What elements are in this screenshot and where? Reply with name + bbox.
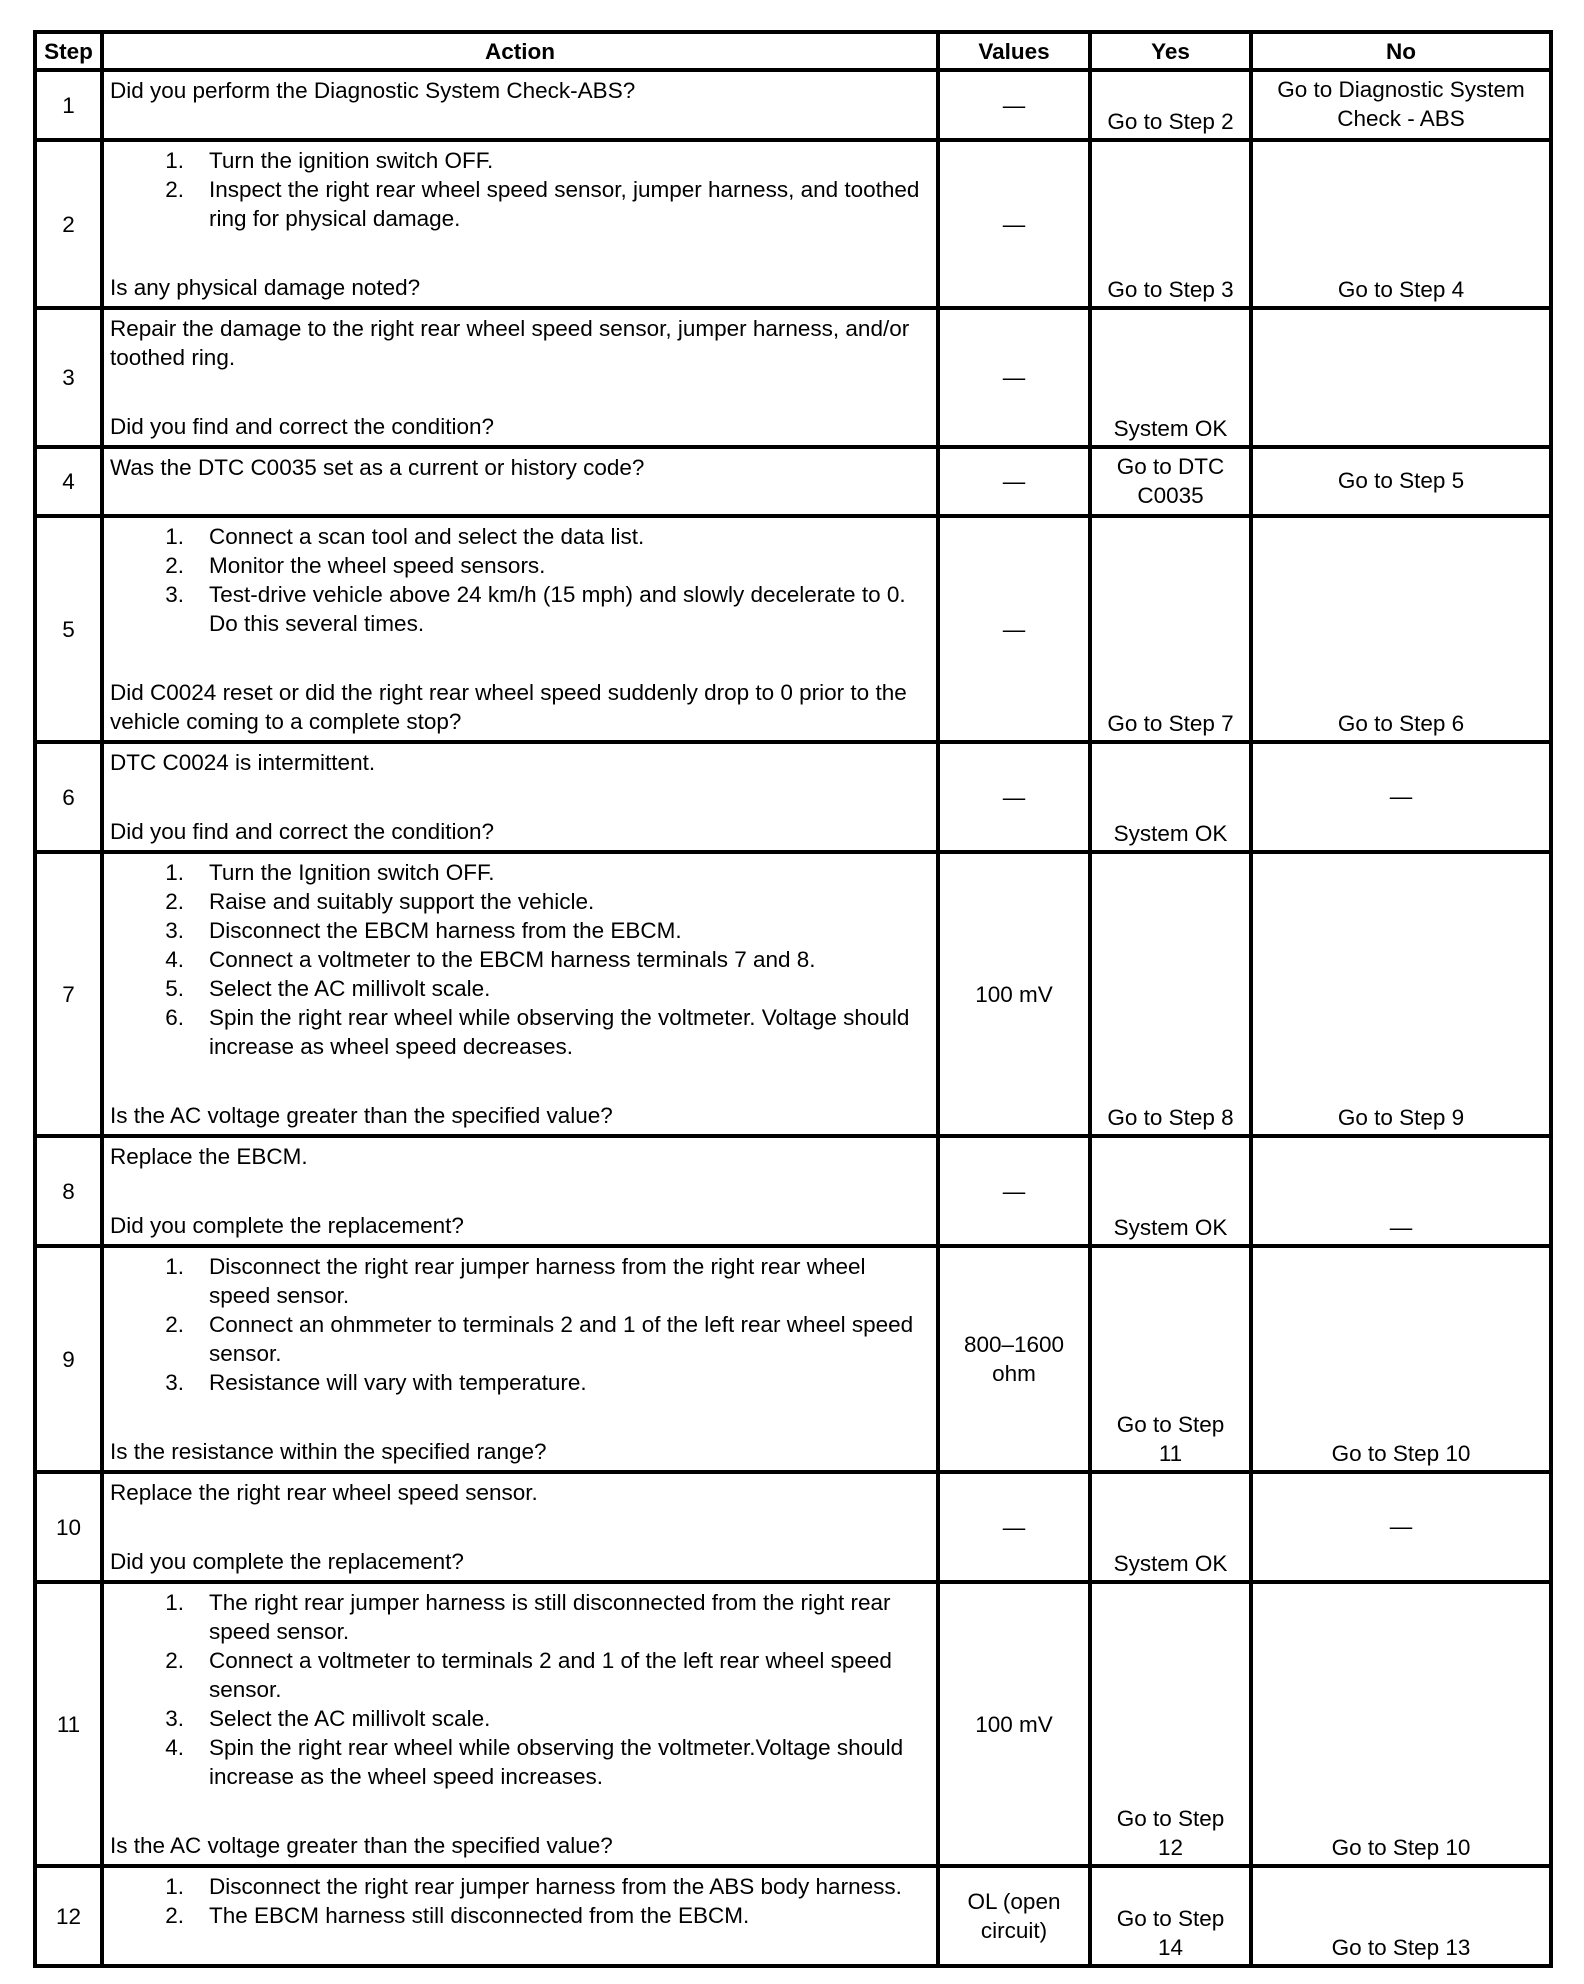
action-cell bbox=[102, 308, 938, 447]
values-cell: — bbox=[938, 516, 1090, 742]
yes-cell: System OK bbox=[1090, 1472, 1251, 1582]
values-cell: 100 mV bbox=[938, 852, 1090, 1136]
list-item: 3. Resistance will vary with temperature. bbox=[165, 1370, 587, 1395]
yes-cell: Go to Step 12 bbox=[1090, 1582, 1251, 1866]
no-cell: Go to Step 5 bbox=[1251, 447, 1551, 516]
step-number: 7 bbox=[35, 852, 102, 1136]
instruction-list bbox=[110, 522, 930, 638]
table-row bbox=[35, 140, 1551, 308]
action-text: Replace the EBCM. bbox=[110, 1144, 308, 1169]
list-item: 1. The right rear jumper harness is still disconnected from the right rear speed sensor. bbox=[165, 1590, 891, 1644]
list-item: 4. Spin the right rear wheel while observing the voltmeter.Voltage should increase as the wheel speed increases. bbox=[165, 1735, 904, 1789]
question-text: Is the resistance within the specified range? bbox=[110, 1439, 547, 1464]
yes-cell: Go to Step 3 bbox=[1090, 140, 1251, 308]
list-item: 6. Spin the right rear wheel while observing the voltmeter. Voltage should increase as wheel speed decreases. bbox=[165, 1005, 910, 1059]
no-cell: Go to Step 4 bbox=[1251, 140, 1551, 308]
yes-cell: Go to DTC C0035 bbox=[1090, 447, 1251, 516]
action-cell bbox=[102, 1866, 938, 1966]
action-cell bbox=[102, 516, 938, 742]
yes-cell: System OK bbox=[1090, 742, 1251, 852]
question-text: Is the AC voltage greater than the specified value? bbox=[110, 1103, 613, 1128]
list-item: 1. Turn the Ignition switch OFF. bbox=[165, 860, 495, 885]
list-item: 2. Connect a voltmeter to terminals 2 and 1 of the left rear wheel speed sensor. bbox=[165, 1648, 892, 1702]
values-cell: — bbox=[938, 1472, 1090, 1582]
list-item: 3. Disconnect the EBCM harness from the EBCM. bbox=[165, 918, 682, 943]
list-item: 2. Monitor the wheel speed sensors. bbox=[165, 553, 546, 578]
action-cell bbox=[102, 140, 938, 308]
values-cell: — bbox=[938, 70, 1090, 140]
values-cell: 100 mV bbox=[938, 1582, 1090, 1866]
step-number: 12 bbox=[35, 1866, 102, 1966]
yes-cell: System OK bbox=[1090, 308, 1251, 447]
list-item: 2. Raise and suitably support the vehicle. bbox=[165, 889, 595, 914]
action-text: Replace the right rear wheel speed sensor. bbox=[110, 1480, 538, 1505]
yes-cell: Go to Step 14 bbox=[1090, 1866, 1251, 1966]
yes-cell: Go to Step 11 bbox=[1090, 1246, 1251, 1472]
instruction-list bbox=[110, 858, 930, 1061]
step-number: 2 bbox=[35, 140, 102, 308]
header-yes: Yes bbox=[1090, 32, 1251, 70]
table-row bbox=[35, 1866, 1551, 1966]
table-row bbox=[35, 852, 1551, 1136]
list-item: 1. Connect a scan tool and select the data list. bbox=[165, 524, 645, 549]
instruction-list bbox=[110, 146, 930, 233]
list-item: 1. Disconnect the right rear jumper harness from the ABS body harness. bbox=[165, 1874, 902, 1899]
step-number: 11 bbox=[35, 1582, 102, 1866]
step-number: 9 bbox=[35, 1246, 102, 1472]
table-row bbox=[35, 516, 1551, 742]
instruction-list bbox=[110, 1252, 930, 1397]
yes-cell: Go to Step 8 bbox=[1090, 852, 1251, 1136]
step-number: 5 bbox=[35, 516, 102, 742]
instruction-list bbox=[110, 1872, 930, 1930]
instruction-list bbox=[110, 1588, 930, 1791]
action-text: Repair the damage to the right rear wheel speed sensor, jumper harness, and/or toothed ring. bbox=[110, 316, 910, 370]
question-text: Did you complete the replacement? bbox=[110, 1213, 464, 1238]
table-row bbox=[35, 1246, 1551, 1472]
step-number: 4 bbox=[35, 447, 102, 516]
no-cell: — bbox=[1251, 1472, 1551, 1582]
action-cell bbox=[102, 70, 938, 140]
table-row bbox=[35, 742, 1551, 852]
step-number: 1 bbox=[35, 70, 102, 140]
values-cell: 800–1600 ohm bbox=[938, 1246, 1090, 1472]
values-cell: — bbox=[938, 742, 1090, 852]
header-values: Values bbox=[938, 32, 1090, 70]
yes-cell: Go to Step 2 bbox=[1090, 70, 1251, 140]
no-cell: Go to Step 10 bbox=[1251, 1246, 1551, 1472]
values-cell: — bbox=[938, 447, 1090, 516]
values-cell: OL (open circuit) bbox=[938, 1866, 1090, 1966]
list-item: 2. Connect an ohmmeter to terminals 2 and 1 of the left rear wheel speed sensor. bbox=[165, 1312, 914, 1366]
step-number: 6 bbox=[35, 742, 102, 852]
list-item: 5. Select the AC millivolt scale. bbox=[165, 976, 491, 1001]
values-cell: — bbox=[938, 140, 1090, 308]
question-text: Did C0024 reset or did the right rear wheel speed suddenly drop to 0 prior to the vehicle coming to a complete stop? bbox=[110, 680, 907, 734]
action-text: DTC C0024 is intermittent. bbox=[110, 750, 376, 775]
step-number: 10 bbox=[35, 1472, 102, 1582]
list-item: 3. Test-drive vehicle above 24 km/h (15 mph) and slowly decelerate to 0. Do this several times. bbox=[165, 582, 906, 636]
action-cell bbox=[102, 1246, 938, 1472]
no-cell: Go to Diagnostic System Check - ABS bbox=[1251, 70, 1551, 140]
table-row bbox=[35, 1582, 1551, 1866]
table-row bbox=[35, 447, 1551, 516]
step-number: 8 bbox=[35, 1136, 102, 1246]
action-text: Was the DTC C0035 set as a current or history code? bbox=[110, 455, 645, 480]
action-cell bbox=[102, 1472, 938, 1582]
action-cell bbox=[102, 852, 938, 1136]
question-text: Is the AC voltage greater than the specified value? bbox=[110, 1833, 613, 1858]
no-cell: Go to Step 9 bbox=[1251, 852, 1551, 1136]
no-cell: Go to Step 13 bbox=[1251, 1866, 1551, 1966]
question-text: Did you find and correct the condition? bbox=[110, 819, 494, 844]
no-cell: Go to Step 6 bbox=[1251, 516, 1551, 742]
list-item: 2. Inspect the right rear wheel speed sensor, jumper harness, and toothed ring for physical damage. bbox=[165, 177, 920, 231]
yes-cell: System OK bbox=[1090, 1136, 1251, 1246]
no-cell: Go to Step 10 bbox=[1251, 1582, 1551, 1866]
action-cell bbox=[102, 1136, 938, 1246]
header-no: No bbox=[1251, 32, 1551, 70]
no-cell bbox=[1251, 308, 1551, 447]
table-row bbox=[35, 1136, 1551, 1246]
no-cell: — bbox=[1251, 742, 1551, 852]
list-item: 1. Disconnect the right rear jumper harness from the right rear wheel speed sensor. bbox=[165, 1254, 866, 1308]
question-text: Did you complete the replacement? bbox=[110, 1549, 464, 1574]
values-cell: — bbox=[938, 308, 1090, 447]
yes-cell: Go to Step 7 bbox=[1090, 516, 1251, 742]
action-cell bbox=[102, 447, 938, 516]
list-item: 4. Connect a voltmeter to the EBCM harness terminals 7 and 8. bbox=[165, 947, 816, 972]
step-number: 3 bbox=[35, 308, 102, 447]
action-cell bbox=[102, 742, 938, 852]
no-cell: — bbox=[1251, 1136, 1551, 1246]
values-cell: — bbox=[938, 1136, 1090, 1246]
header-action: Action bbox=[102, 32, 938, 70]
header-step: Step bbox=[35, 32, 102, 70]
diagnostic-table bbox=[33, 30, 1553, 1968]
table-row bbox=[35, 70, 1551, 140]
question-text: Did you find and correct the condition? bbox=[110, 414, 494, 439]
list-item: 2. The EBCM harness still disconnected from the EBCM. bbox=[165, 1903, 750, 1928]
action-cell bbox=[102, 1582, 938, 1866]
table-row bbox=[35, 1472, 1551, 1582]
table-row bbox=[35, 308, 1551, 447]
action-text: Did you perform the Diagnostic System Check-ABS? bbox=[110, 78, 636, 103]
list-item: 3. Select the AC millivolt scale. bbox=[165, 1706, 491, 1731]
question-text: Is any physical damage noted? bbox=[110, 275, 421, 300]
list-item: 1. Turn the ignition switch OFF. bbox=[165, 148, 494, 173]
header-row bbox=[35, 32, 1551, 70]
